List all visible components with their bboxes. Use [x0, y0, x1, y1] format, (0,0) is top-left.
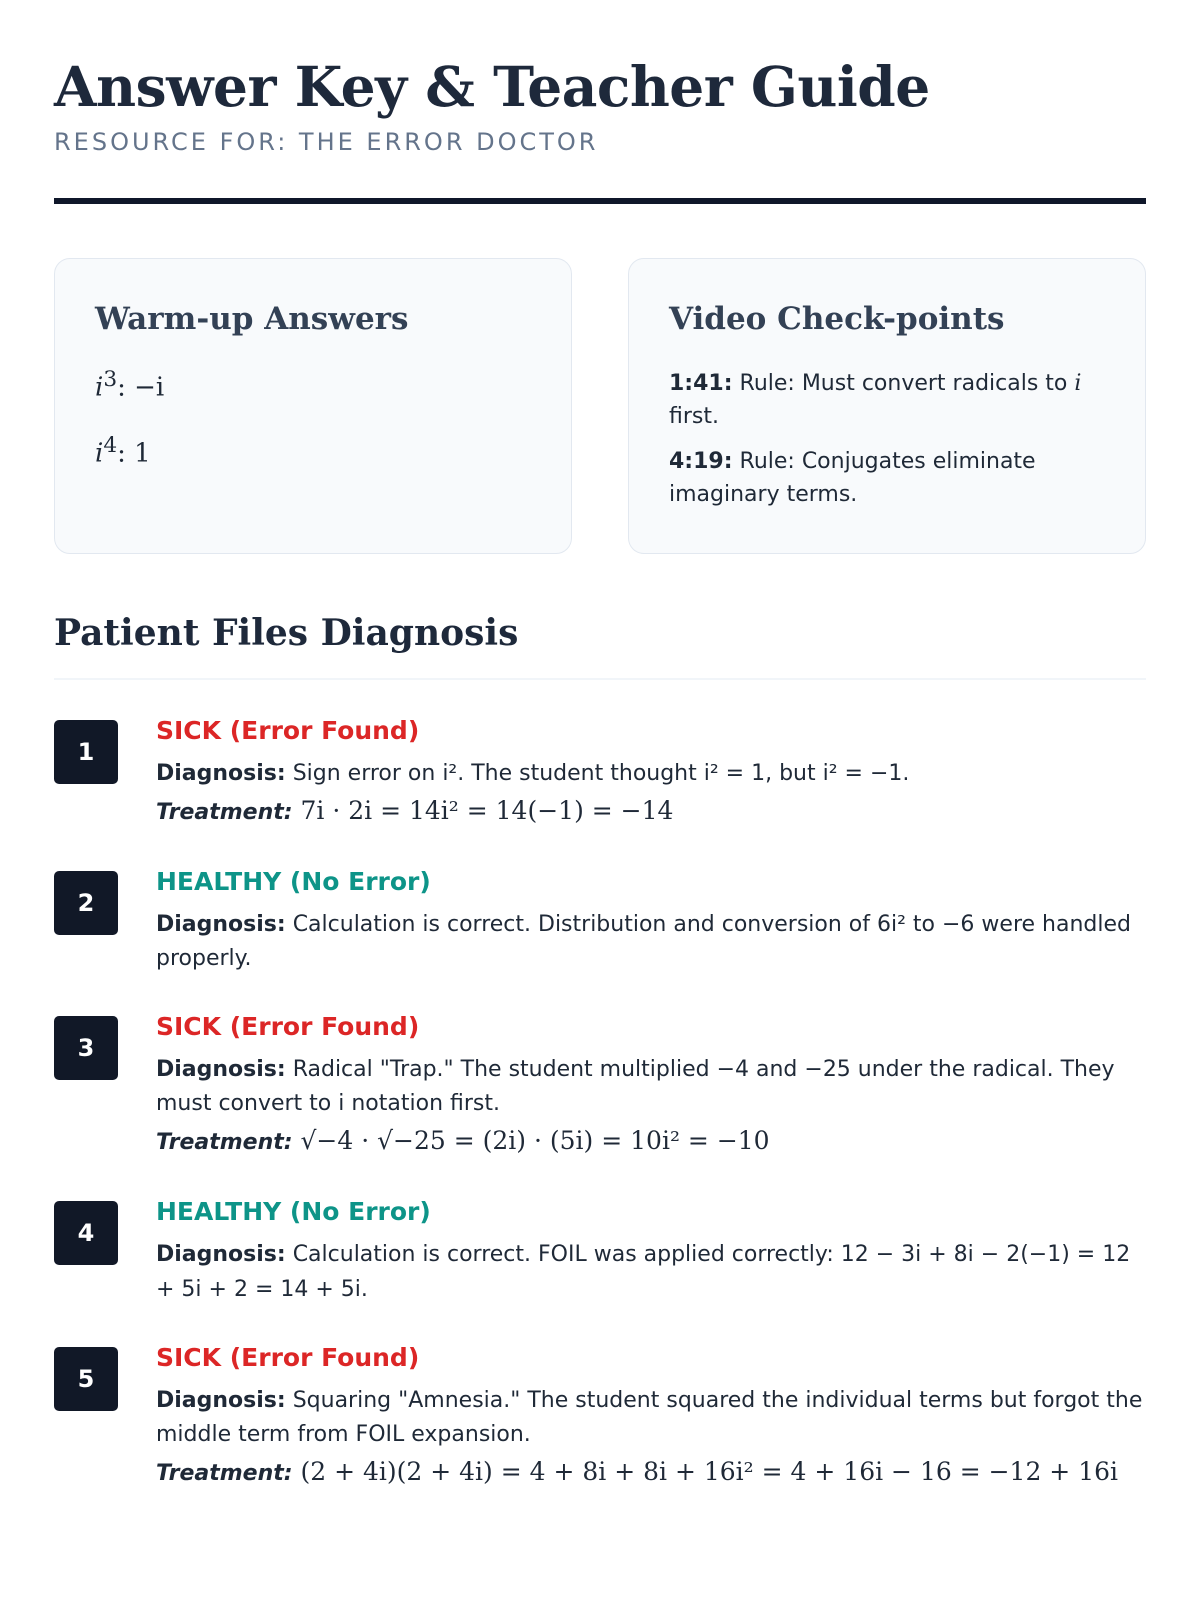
section-divider [54, 678, 1146, 680]
warmup-item-power: 4 [103, 432, 118, 458]
warmup-item-answer: : −i [117, 372, 165, 403]
warmup-item-answer: : 1 [117, 438, 151, 469]
diagnosis-label: Diagnosis: [156, 912, 286, 938]
treatment-math: (2 + 4i)(2 + 4i) = 4 + 8i + 8i + 16i² = 4 + 16i − 16 = −12 + 16i [292, 1456, 1118, 1486]
patient-diagnosis [156, 1053, 1146, 1121]
treatment-label: Treatment: [156, 1130, 293, 1156]
warmup-item-1 [95, 367, 531, 403]
patient-file-5 [54, 1343, 1146, 1492]
patient-number-badge: 5 [54, 1347, 118, 1411]
diagnosis-text: Sign error on i². The student thought i² = 1, but i² = −1. [285, 761, 910, 786]
patient-body [156, 867, 1146, 976]
diagnosis-text: Radical "Trap." The student multiplied −4 and −25 under the radical. They must convert to i notation first. [156, 1057, 1115, 1117]
video-checkpoint-2 [669, 445, 1105, 511]
diagnosis-label: Diagnosis: [156, 1057, 286, 1083]
patient-status: SICK (Error Found) [156, 716, 420, 745]
diagnosis-label: Diagnosis: [156, 1387, 286, 1413]
warmup-item-2 [95, 433, 531, 469]
patient-file-3 [54, 1012, 1146, 1161]
diagnosis-text: Calculation is correct. Distribution and conversion of 6i² to −6 were handled properly. [156, 912, 1131, 972]
warmup-item-power: 3 [103, 367, 118, 392]
patient-file-1 [54, 716, 1146, 831]
page-title: Answer Key & Teacher Guide [54, 54, 930, 119]
patient-number-badge: 1 [54, 720, 118, 784]
patient-status: SICK (Error Found) [156, 1012, 420, 1042]
checkpoint-math: i [1074, 371, 1082, 396]
checkpoint-time: 4:19: [669, 449, 733, 474]
patient-number-badge: 4 [54, 1201, 118, 1265]
treatment-label: Treatment: [156, 800, 293, 826]
patient-status: SICK (Error Found) [156, 1342, 420, 1372]
summary-cards [54, 258, 1146, 554]
patient-files-title: Patient Files Diagnosis [54, 612, 519, 654]
patient-number-badge: 3 [54, 1016, 118, 1080]
patient-treatment [156, 791, 1146, 831]
video-card [628, 258, 1146, 554]
patient-body [156, 1012, 1146, 1161]
checkpoint-text: Rule: Must convert radicals to [732, 371, 1075, 396]
patient-body [156, 716, 1146, 831]
patient-number-badge: 2 [54, 871, 118, 935]
warmup-card [54, 258, 572, 554]
patient-treatment [156, 1452, 1146, 1492]
patient-file-2 [54, 867, 1146, 976]
video-checkpoint-1 [669, 367, 1105, 433]
patient-treatment [156, 1121, 1146, 1161]
diagnosis-label: Diagnosis: [156, 1242, 286, 1268]
patient-status: HEALTHY (No Error) [156, 1197, 431, 1227]
patient-diagnosis [156, 908, 1146, 976]
patient-diagnosis [156, 1238, 1146, 1306]
treatment-math: 7i · 2i = 14i² = 14(−1) = −14 [292, 796, 674, 826]
diagnosis-text: Calculation is correct. FOIL was applied correctly: 12 − 3i + 8i − 2(−1) = 12 + 5i + 2 = 14 + 5i. [156, 1242, 1131, 1302]
treatment-math: √−4 · √−25 = (2i) · (5i) = 10i² = −10 [292, 1126, 770, 1156]
patient-body [156, 1197, 1146, 1306]
checkpoint-time: 1:41: [669, 371, 733, 396]
checkpoint-text: Rule: Conjugates eliminate imaginary terms. [669, 449, 1036, 507]
video-title: Video Check-points [669, 301, 1005, 337]
treatment-label: Treatment: [156, 1460, 293, 1486]
patient-file-4 [54, 1197, 1146, 1306]
diagnosis-text: Squaring "Amnesia." The student squared the individual terms but forgot the middle term from FOIL expansion. [156, 1387, 1143, 1447]
patient-status: HEALTHY (No Error) [156, 867, 431, 897]
warmup-item-base: i [95, 372, 104, 403]
page-subtitle: RESOURCE FOR: THE ERROR DOCTOR [54, 128, 599, 156]
patient-diagnosis [156, 1384, 1146, 1452]
patient-diagnosis [156, 757, 1146, 791]
warmup-title: Warm-up Answers [95, 301, 409, 337]
warmup-item-base: i [95, 438, 104, 469]
header-divider [54, 198, 1146, 204]
diagnosis-label: Diagnosis: [156, 761, 286, 786]
patient-body [156, 1343, 1146, 1492]
checkpoint-text-after: first. [669, 404, 719, 429]
